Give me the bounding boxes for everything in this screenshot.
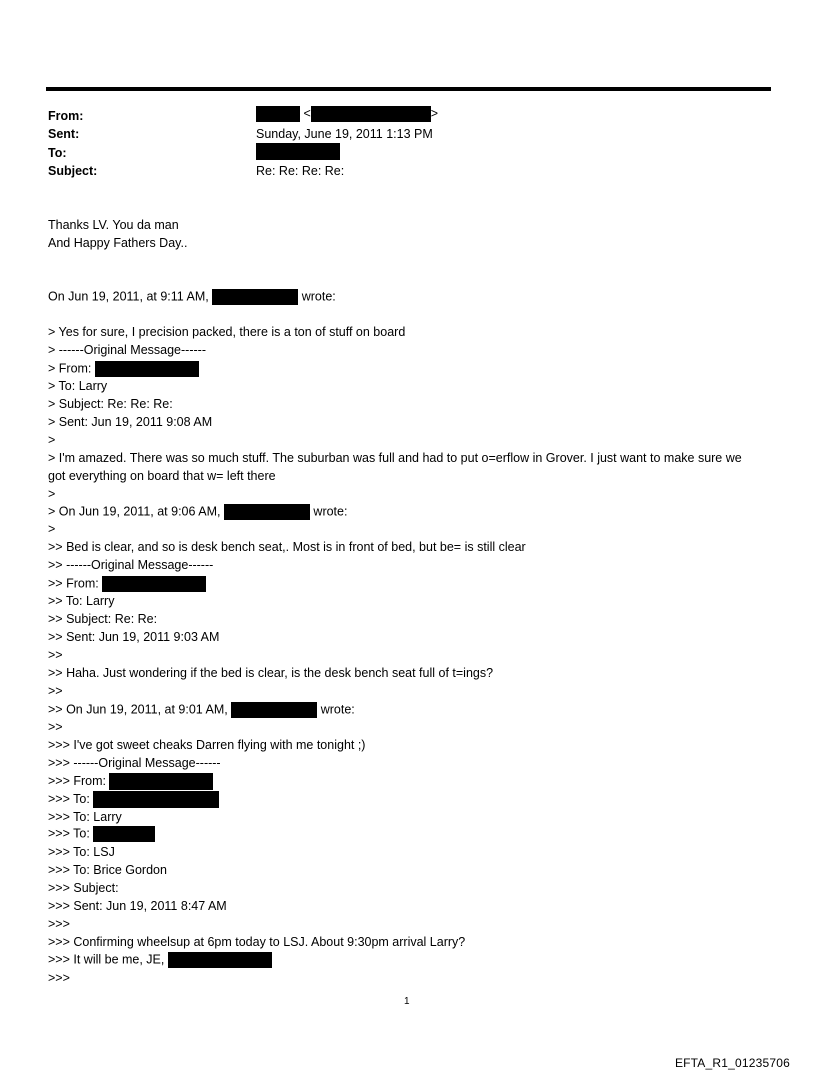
subject-label: Subject: (48, 164, 98, 178)
subject-value: Re: Re: Re: Re: (256, 164, 345, 178)
redaction (256, 143, 340, 160)
body-line: >> (48, 684, 63, 698)
body-line: >>> To: (48, 826, 155, 842)
from-label: From: (48, 109, 84, 123)
body-line: >> (48, 648, 63, 662)
body-line: >> ------Original Message------ (48, 558, 214, 572)
body-line: >> Subject: Re: Re: (48, 612, 158, 626)
body-line: >>> ------Original Message------ (48, 756, 221, 770)
redaction (256, 106, 300, 122)
quote-attribution: On Jun 19, 2011, at 9:11 AM, wrote: (48, 289, 336, 304)
body-line: >>> (48, 971, 70, 985)
angle-close: > (430, 106, 439, 121)
to-value (256, 143, 340, 160)
body-line: >>> Sent: Jun 19, 2011 8:47 AM (48, 899, 227, 913)
body-line: > (48, 522, 56, 536)
body-line: >> Haha. Just wondering if the bed is clear, is the desk bench seat full of t=ings? (48, 666, 494, 680)
body-line: >> (48, 720, 63, 734)
body-line: > Sent: Jun 19, 2011 9:08 AM (48, 415, 213, 429)
header-rule (46, 87, 771, 91)
body-line: > (48, 487, 56, 501)
body-line: >>> (48, 917, 70, 931)
sent-value: Sunday, June 19, 2011 1:13 PM (256, 127, 433, 141)
quote-attribution: > On Jun 19, 2011, at 9:06 AM, wrote: (48, 504, 348, 519)
redaction (311, 106, 431, 122)
redaction (93, 791, 219, 808)
body-line: >>> Subject: (48, 881, 119, 895)
body-line: >> To: Larry (48, 594, 115, 608)
body-line: >>> It will be me, JE, (48, 952, 272, 968)
body-line: >> Sent: Jun 19, 2011 9:03 AM (48, 630, 220, 644)
body-line: >> Bed is clear, and so is desk bench seat,. Most is in front of bed, but be= is still clear (48, 540, 526, 554)
body-line: > (48, 433, 56, 447)
body-line: >> From: (48, 576, 206, 592)
redaction (93, 826, 155, 842)
redaction (212, 289, 298, 305)
body-line: > From: (48, 361, 199, 377)
redaction (168, 952, 272, 968)
quote-attribution: >> On Jun 19, 2011, at 9:01 AM, wrote: (48, 702, 355, 717)
body-line: > Yes for sure, I precision packed, there is a ton of stuff on board (48, 325, 406, 339)
page-number: 1 (404, 996, 410, 1007)
to-label: To: (48, 146, 67, 160)
body-line: >>> To: Larry (48, 810, 122, 824)
body-line: >>> I've got sweet cheaks Darren flying with me tonight ;) (48, 738, 366, 752)
body-line: > To: Larry (48, 379, 108, 393)
redaction (95, 361, 199, 377)
from-value (256, 106, 438, 122)
redaction (231, 702, 317, 718)
redaction (102, 576, 206, 592)
body-line: >>> To: (48, 791, 219, 808)
body-line: Thanks LV. You da man (48, 218, 179, 232)
body-line: >>> To: Brice Gordon (48, 863, 167, 877)
body-line: >>> From: (48, 773, 213, 790)
sent-label: Sent: (48, 127, 80, 141)
body-line: > Subject: Re: Re: Re: (48, 397, 173, 411)
redaction (224, 504, 310, 520)
body-paragraph: > I'm amazed. There was so much stuff. The suburban was full and had to put o=erflow in Grover. I just want to make sure we got everything on board that w= left there (48, 451, 742, 483)
redaction (109, 773, 213, 790)
body-line: >>> Confirming wheelsup at 6pm today to LSJ. About 9:30pm arrival Larry? (48, 935, 466, 949)
body-line: >>> To: LSJ (48, 845, 115, 859)
body-line: > ------Original Message------ (48, 343, 206, 357)
document-id: EFTA_R1_01235706 (674, 1056, 790, 1070)
body-line: And Happy Fathers Day.. (48, 236, 188, 250)
angle-open: < (303, 106, 311, 121)
